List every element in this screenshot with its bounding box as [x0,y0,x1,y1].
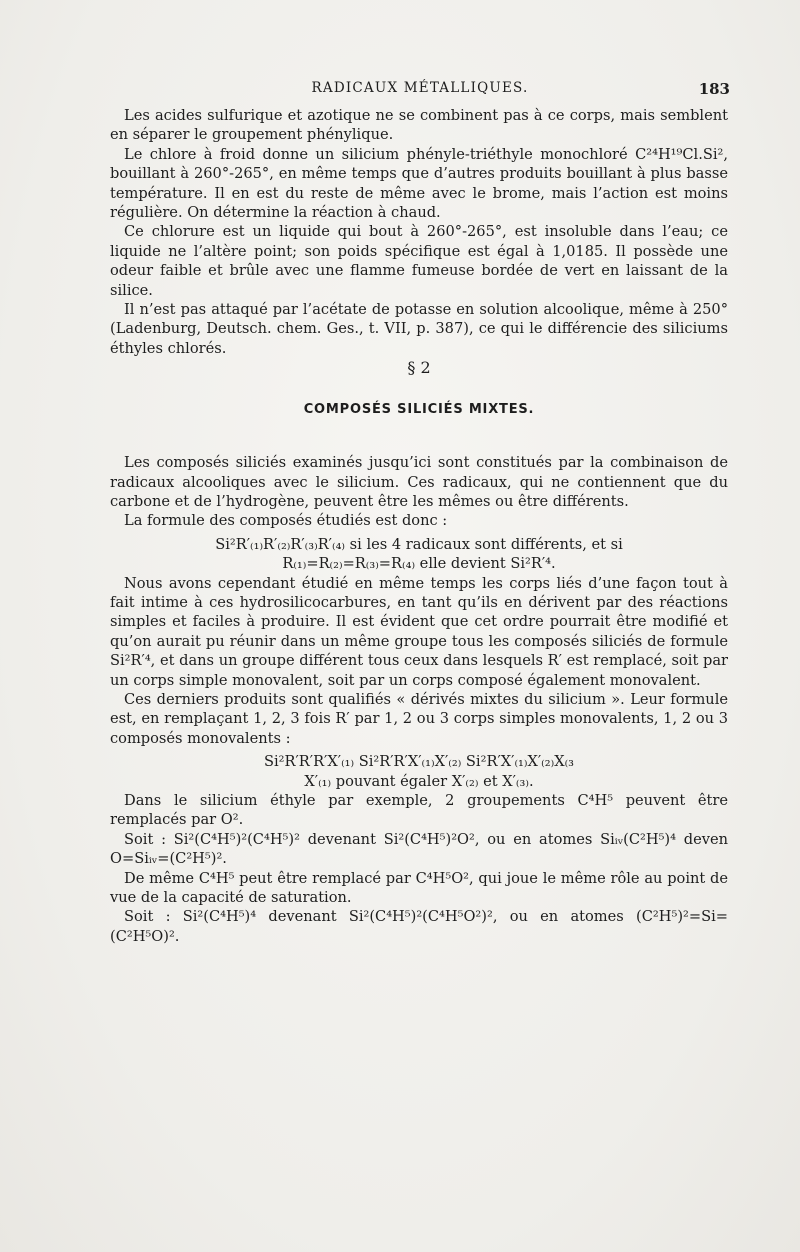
formula-line: R₍₁₎=R₍₂₎=R₍₃₎=R₍₄₎ elle devient Si²R′⁴. [282,555,556,573]
page-body [110,106,728,946]
paragraph: Dans le silicium éthyle par exemple, 2 groupements C⁴H⁵ peuvent être remplacés par O². [110,792,728,829]
formula-line: Si²R′R′R′X′₍₁₎ Si²R′R′X′₍₁₎X′₍₂₎ Si²R′X′₍₁₎X′₍₂₎X₍₃ [263,753,575,771]
paragraph: Soit : Si²(C⁴H⁵)⁴ devenant Si²(C⁴H⁵)²(C⁴H⁵O²)², ou en atomes (C²H⁵)²=Si=(C²H⁵O)². [110,908,728,945]
formula-line: X′₍₁₎ pouvant égaler X′₍₂₎ et X′₍₃₎. [304,772,534,790]
paragraph: Il n’est pas attaqué par l’acétate de potasse en solution alcoolique, même à 250° (Ladenburg, Deutsch. chem. Ges., t. VII, p. 387), ce qui le différencie des siliciums éthyles chlorés. [110,301,728,357]
paragraph: La formule des composés étudiés est donc : [124,512,448,530]
paragraph: Ces derniers produits sont qualifiés « dérivés mixtes du silicium ». Leur formule est, en remplaçant 1, 2, 3 fois R′ par 1, 2 ou 3 corps simples monovalents, 1, 2 ou 3 composés monovalents : [110,690,728,747]
page-header [110,80,730,102]
paragraph: Ce chlorure est un liquide qui bout à 260°-265°, est insoluble dans l’eau; ce liquide ne l’altère point; son poids spécifique est égal à 1,0185. Il possède une odeur faible et brûle avec une flamme fumeuse bordée de vert en laissant de la silice. [110,223,728,299]
paragraph: Nous avons cependant étudié en même temps les corps liés d’une façon tout à fait intime à ces hydrosilicocarbures, en tant qu’ils en dérivent par des réactions simples et faciles à produire. Il est évident que cet ordre pourrait être modifié et qu’on aurait pu réunir dans un même groupe tous les composés siliciés de formule Si²R′⁴, et dans un groupe différent tous ceux dans lesquels R′ est remplacé, soit par un corps simple monovalent, soit par un corps composé également monovalent. [110,574,728,689]
formula-line: Si²R′₍₁₎R′₍₂₎R′₍₃₎R′₍₄₎ si les 4 radicaux sont différents, et si [215,535,623,553]
paragraph: Le chlore à froid donne un silicium phényle-triéthyle monochloré C²⁴H¹⁹Cl.Si², bouillant à 260°-265°, en même temps que d’autres produits bouillant à plus basse température. Il en est du reste de même avec le brome, mais l’action est moins régulière. On détermine la réaction à chaud. [110,145,728,222]
section-mark: § 2 [407,358,431,378]
running-head: RADICAUX MÉTALLIQUES. [311,80,529,96]
paragraph: Soit : Si²(C⁴H⁵)²(C⁴H⁵)² devenant Si²(C⁴H⁵)²O², ou en atomes Siᵢᵥ(C²H⁵)⁴ deven O=Siᵢᵥ=(C²H⁵)². [110,830,728,868]
paragraph: Les composés siliciés examinés jusqu’ici sont constitués par la combinaison de radicaux alcooliques avec le silicium. Ces radicaux, qui ne contiennent que du carbone et de l’hydrogène, peuvent être les mêmes ou être différents. [110,454,728,510]
paragraph: De même C⁴H⁵ peut être remplacé par C⁴H⁵O², qui joue le même rôle au point de vue de la capacité de saturation. [110,869,728,907]
page-number: 183 [698,80,730,98]
section-title: COMPOSÉS SILICIÉS MIXTES. [303,401,535,417]
paragraph: Les acides sulfurique et azotique ne se combinent pas à ce corps, mais semblent en séparer le groupement phénylique. [110,107,728,144]
